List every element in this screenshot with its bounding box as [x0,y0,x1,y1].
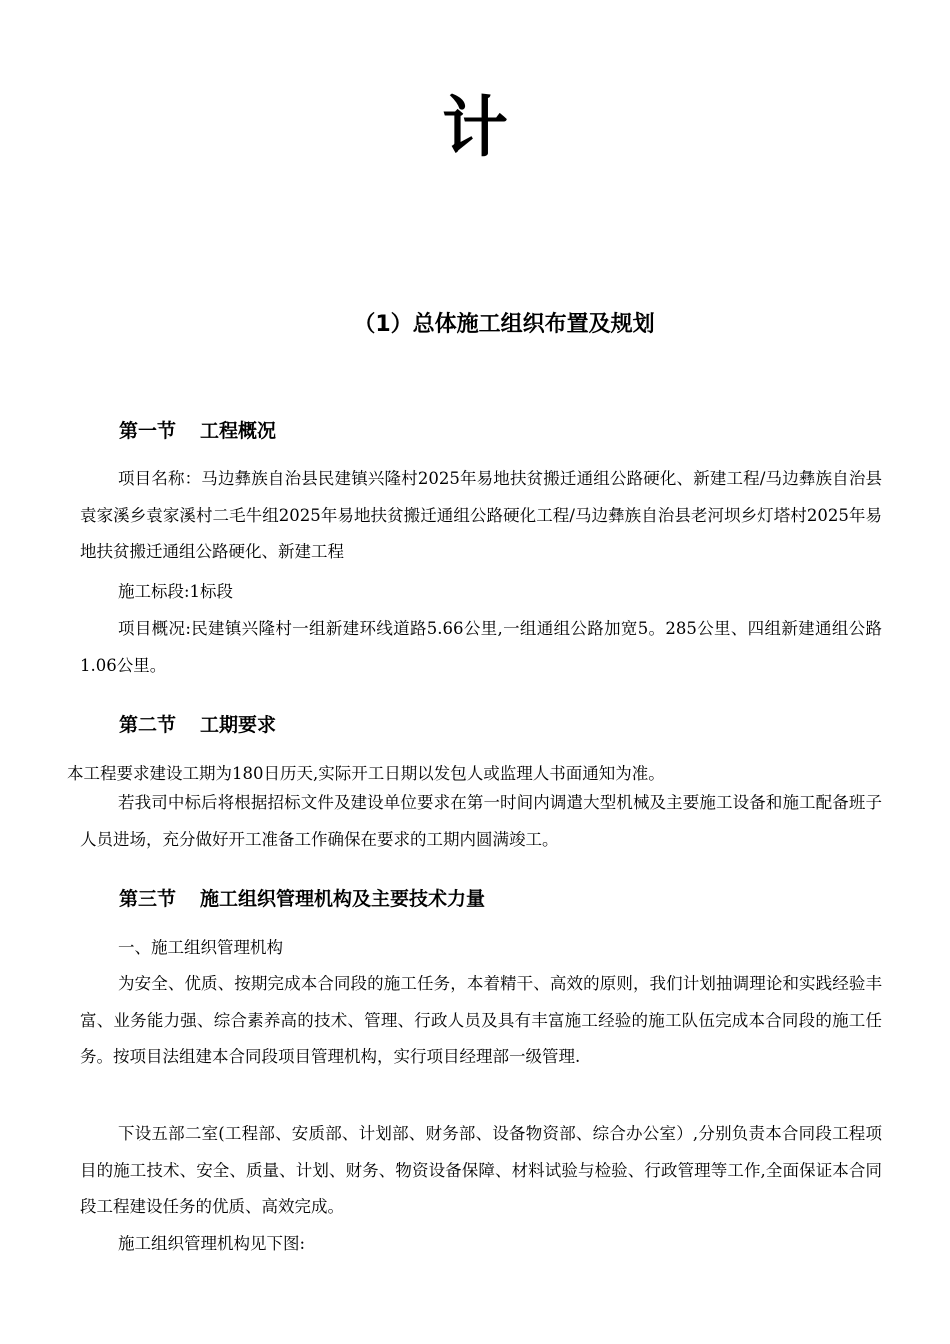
management-org-paragraph: 为安全、优质、按期完成本合同段的施工任务，本着精干、高效的原则，我们计划抽调理论和实践经验丰富、业务能力强、综合素养高的技术、管理、行政人员及具有丰富施工经验的施工队伍完成本合同段的施工任务。按项目法组建本合同段项目管理机构，实行项目经理部一级管理. [80,974,882,1066]
big-title: 计 [442,89,508,166]
section-2-title: 工期要求 [200,714,277,736]
mobilization-paragraph: 若我司中标后将根据招标文件及建设单位要求在第一时间内调遣大型机械及主要施工设备和施工配备班子人员进场，充分做好开工准备工作确保在要求的工期内圆满竣工。 [80,793,882,849]
section-1-title: 工程概况 [200,420,277,442]
section-3-title: 施工组织管理机构及主要技术力量 [200,888,486,910]
section-1-heading [119,416,276,446]
section-3-number: 第三节 [119,888,177,910]
project-name-paragraph: 项目名称：马边彝族自治县民建镇兴隆村2025年易地扶贫搬迁通组公路硬化、新建工程/马边彝族自治县袁家溪乡袁家溪村二毛牛组2025年易地扶贫搬迁通组公路硬化工程/马边彝族自治县老河坝乡灯塔村2025年易地扶贫搬迁通组公路硬化、新建工程 [80,469,882,561]
departments-paragraph: 下设五部二室(工程部、安质部、计划部、财务部、设备物资部、综合办公室）,分别负责本合同段工程项目的施工技术、安全、质量、计划、财务、物资设备保障、材料试验与检验、行政管理等工作,全面保证本合同段工程建设任务的优质、高效完成。 [80,1124,882,1216]
section-3-heading [119,884,485,914]
project-overview-paragraph: 项目概况:民建镇兴隆村一组新建环线道路5.66公里,一组通组公路加宽5。285公里、四组新建通组公路1.06公里。 [80,619,882,675]
bid-section-paragraph: 施工标段:1标段 [118,582,234,601]
section-1-number: 第一节 [119,420,177,442]
section-2-heading [119,710,276,740]
chapter-title: （1）总体施工组织布置及规划 [353,312,655,337]
section-2-number: 第二节 [119,714,177,736]
subheading-management-org: 一、施工组织管理机构 [118,938,283,957]
org-chart-caption: 施工组织管理机构见下图: [118,1234,306,1253]
duration-paragraph: 本工程要求建设工期为180日历天,实际开工日期以发包人或监理人书面通知为准。 [67,764,665,783]
